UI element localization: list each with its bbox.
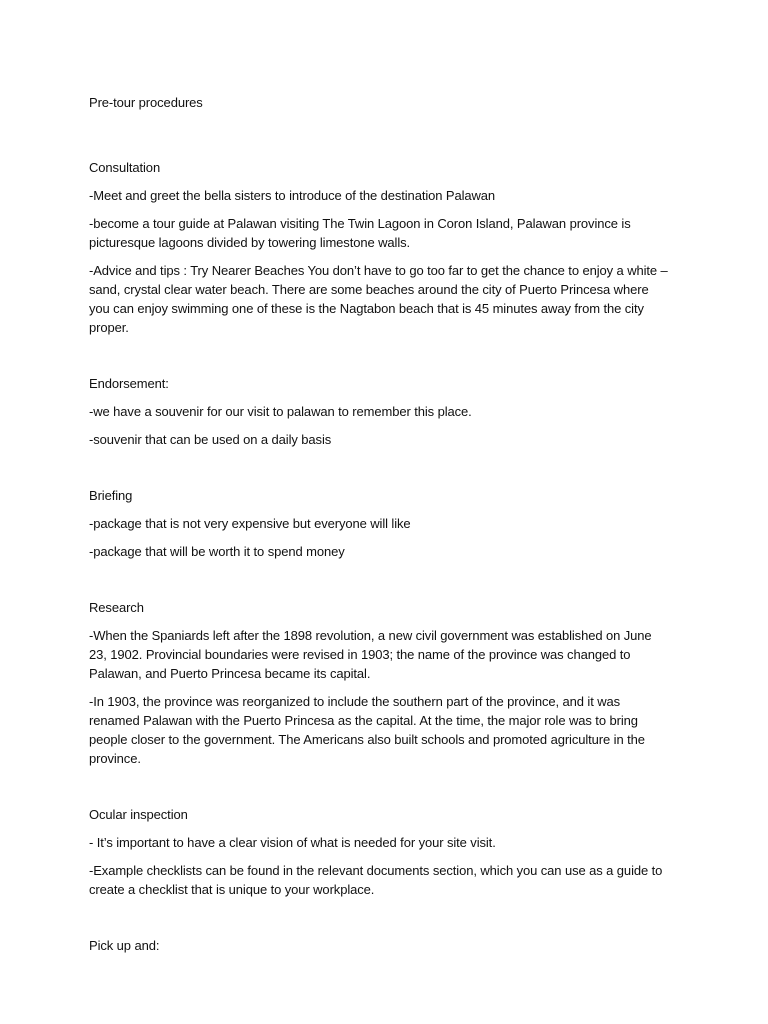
paragraph: - It’s important to have a clear vision of what is needed for your site visit. [89,835,496,850]
section-heading: Pick up and: [89,938,160,953]
paragraph: -Advice and tips : Try Nearer Beaches You don’t have to go too far to get the chance to enjoy a white – sand, crystal clear water beach. There are some beaches around the city of Puerto Princesa where you can enjoy swimming one of these is the Nagtabon beach that is 45 minutes away from the city proper. [89,263,668,335]
section-heading: Endorsement: [89,376,169,391]
section-endorsement [89,374,669,449]
paragraph: -Meet and greet the bella sisters to introduce of the destination Palawan [89,188,496,203]
paragraph: -package that will be worth it to spend money [89,544,345,559]
section-heading: Research [89,600,144,615]
paragraph: -we have a souvenir for our visit to palawan to remember this place. [89,404,472,419]
paragraph: -Example checklists can be found in the relevant documents section, which you can use as a guide to create a checklist that is unique to your workplace. [89,863,663,897]
paragraph: -In 1903, the province was reorganized to include the southern part of the province, and it was renamed Palawan with the Puerto Princesa as the capital. At the time, the major role was to bring people closer to the government. The Americans also built schools and promoted agriculture in the province. [89,694,645,766]
paragraph: -package that is not very expensive but everyone will like [89,516,411,531]
section-heading: Consultation [89,160,161,175]
paragraph: -souvenir that can be used on a daily basis [89,432,332,447]
section-pick-up [89,936,669,955]
document-body [89,93,669,992]
section-briefing [89,486,669,561]
document-title: Pre-tour procedures [89,95,203,110]
section-consultation [89,158,669,337]
section-heading: Ocular inspection [89,807,188,822]
section-heading: Briefing [89,488,133,503]
paragraph: -When the Spaniards left after the 1898 revolution, a new civil government was established on June 23, 1902. Provincial boundaries were revised in 1903; the name of the province was changed to Palawan, and Puerto Princesa became its capital. [89,628,652,681]
paragraph: -become a tour guide at Palawan visiting The Twin Lagoon in Coron Island, Palawan province is picturesque lagoons divided by towering limestone walls. [89,216,631,250]
section-ocular-inspection [89,805,669,899]
section-research [89,598,669,768]
